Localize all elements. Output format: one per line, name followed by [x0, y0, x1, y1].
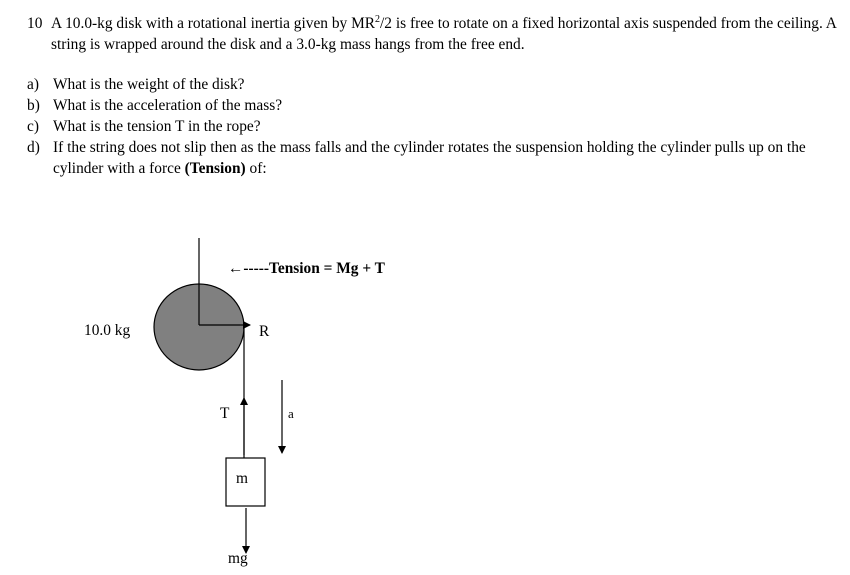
question-text: If the string does not slip then as the mass falls and the cylinder rotates the suspension holding the cylinder pulls up on the cylinder with a force [53, 139, 806, 177]
question-text: What is the acceleration of the mass? [53, 97, 283, 114]
acceleration-label: a [288, 406, 294, 421]
problem-number: 10 [27, 15, 43, 32]
question-label: b) [27, 97, 40, 114]
problem-text-superscript: 2 [375, 13, 381, 25]
question-label: c) [27, 118, 39, 135]
question-label: a) [27, 76, 39, 93]
disk-mass-label: 10.0 kg [84, 322, 131, 339]
problem-text-part1: A 10.0-kg disk with a rotational inertia given by MR [51, 15, 376, 32]
question-text: What is the weight of the disk? [53, 76, 245, 93]
tension-arrow-label: T [220, 405, 230, 422]
weight-label: mg [228, 550, 248, 567]
question-label: d) [27, 139, 40, 156]
question-text-tail: of: [249, 160, 267, 177]
mass-label: m [236, 470, 248, 487]
question-text-bold: (Tension) [184, 160, 246, 177]
tension-equation-label: ←-----Tension = Mg + T [228, 260, 385, 277]
radius-label: R [259, 323, 270, 340]
problem-text-part2: /2 is free to rotate on a fixed horizontal axis suspended from the ceiling. A string is wrapped around the disk and a 3.0-kg mass hangs from the free end. [51, 15, 837, 53]
question-text: What is the tension T in the rope? [53, 118, 261, 135]
